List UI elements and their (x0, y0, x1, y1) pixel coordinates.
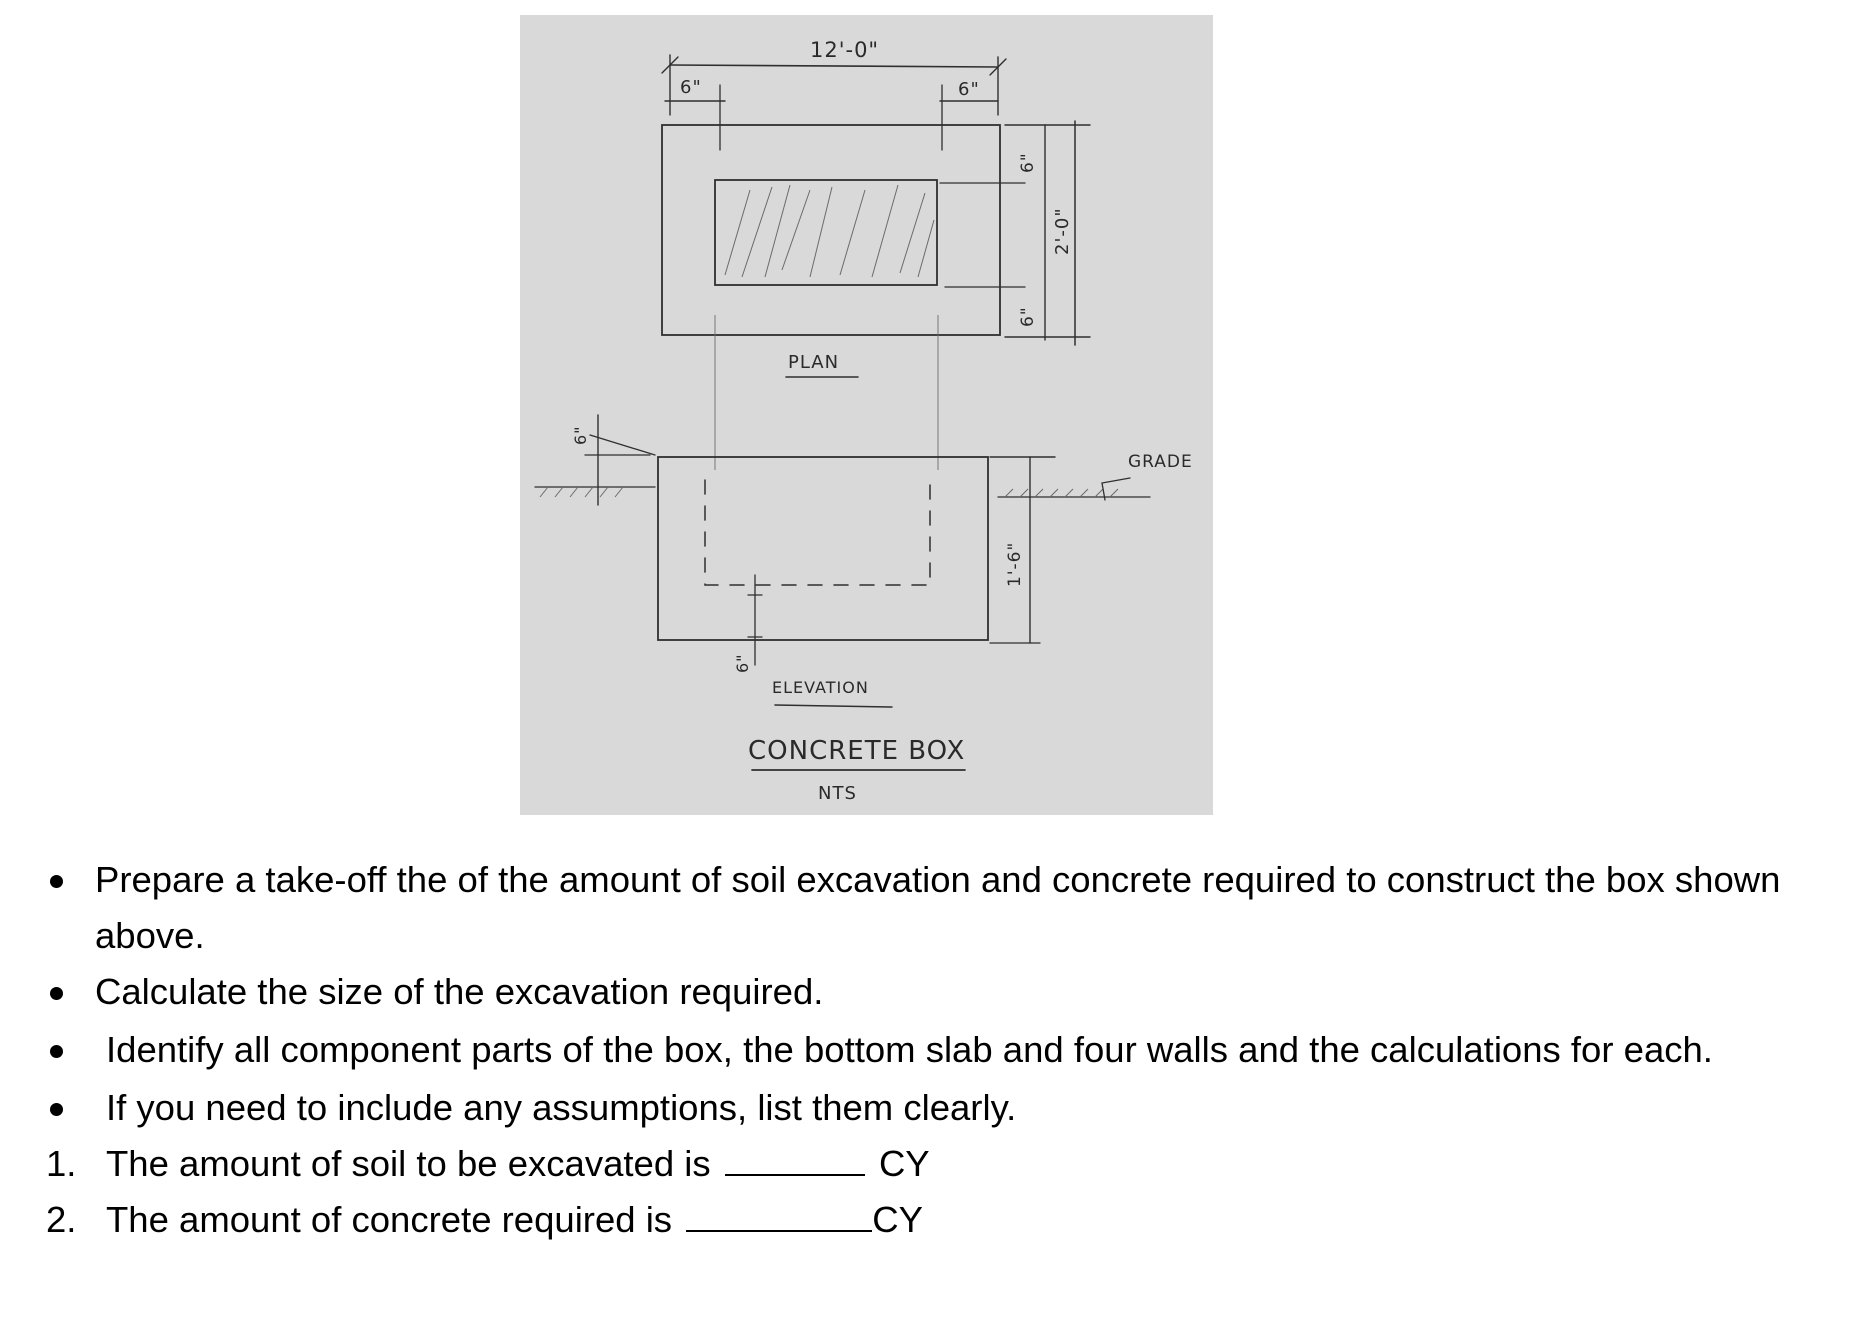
answer-unit: CY (872, 1199, 923, 1240)
question-soil (46, 1136, 1836, 1192)
bullet-icon (50, 1103, 63, 1116)
overall-width-dim: 12'-0" (810, 38, 880, 62)
elevation-label: ELEVATION (772, 678, 869, 697)
bullet-icon (50, 987, 63, 1000)
list-item (46, 852, 1836, 964)
overall-depth-dim: 2'-0" (1052, 207, 1073, 255)
concrete-answer-blank[interactable] (686, 1200, 872, 1232)
question-number: 1. (46, 1143, 77, 1184)
slab-bottom-dim: 6" (733, 653, 752, 673)
bullet-icon (50, 1045, 63, 1058)
instruction-components: Identify all component parts of the box, the bottom slab and four walls and the calculations for each. (106, 1029, 1713, 1070)
question-number: 2. (46, 1199, 77, 1240)
drawing-title: CONCRETE BOX (748, 736, 966, 766)
instruction-assumptions: If you need to include any assumptions, list them clearly. (106, 1087, 1017, 1128)
answer-unit: CY (878, 1143, 930, 1184)
soil-answer-blank[interactable] (725, 1144, 865, 1176)
grade-label: GRADE (1128, 452, 1193, 472)
right-wall-dim: 6" (958, 79, 980, 100)
question-text: The amount of soil to be excavated is (106, 1143, 711, 1184)
plan-label: PLAN (788, 352, 840, 373)
slab-top-dim: 6" (571, 425, 590, 445)
bullet-icon (50, 875, 63, 888)
instruction-takeoff: Prepare a take-off the of the amount of soil excavation and concrete required to construct the box shown above. (95, 859, 1781, 956)
bottom-wall-dim: 6" (1018, 306, 1038, 327)
height-dim: 1'-6" (1005, 541, 1025, 587)
list-item (46, 964, 1836, 1020)
instructions-list (46, 852, 1836, 1248)
list-item (46, 1022, 1836, 1078)
question-text: The amount of concrete required is (106, 1199, 673, 1240)
instruction-excavation-size: Calculate the size of the excavation required. (95, 971, 824, 1012)
sketch-drawing (520, 15, 1213, 815)
drawing-scale: NTS (818, 783, 857, 804)
list-item (46, 1080, 1836, 1136)
left-wall-dim: 6" (680, 77, 702, 98)
concrete-box-sketch (520, 15, 1213, 815)
question-concrete (46, 1192, 1836, 1248)
top-wall-dim: 6" (1018, 152, 1038, 173)
